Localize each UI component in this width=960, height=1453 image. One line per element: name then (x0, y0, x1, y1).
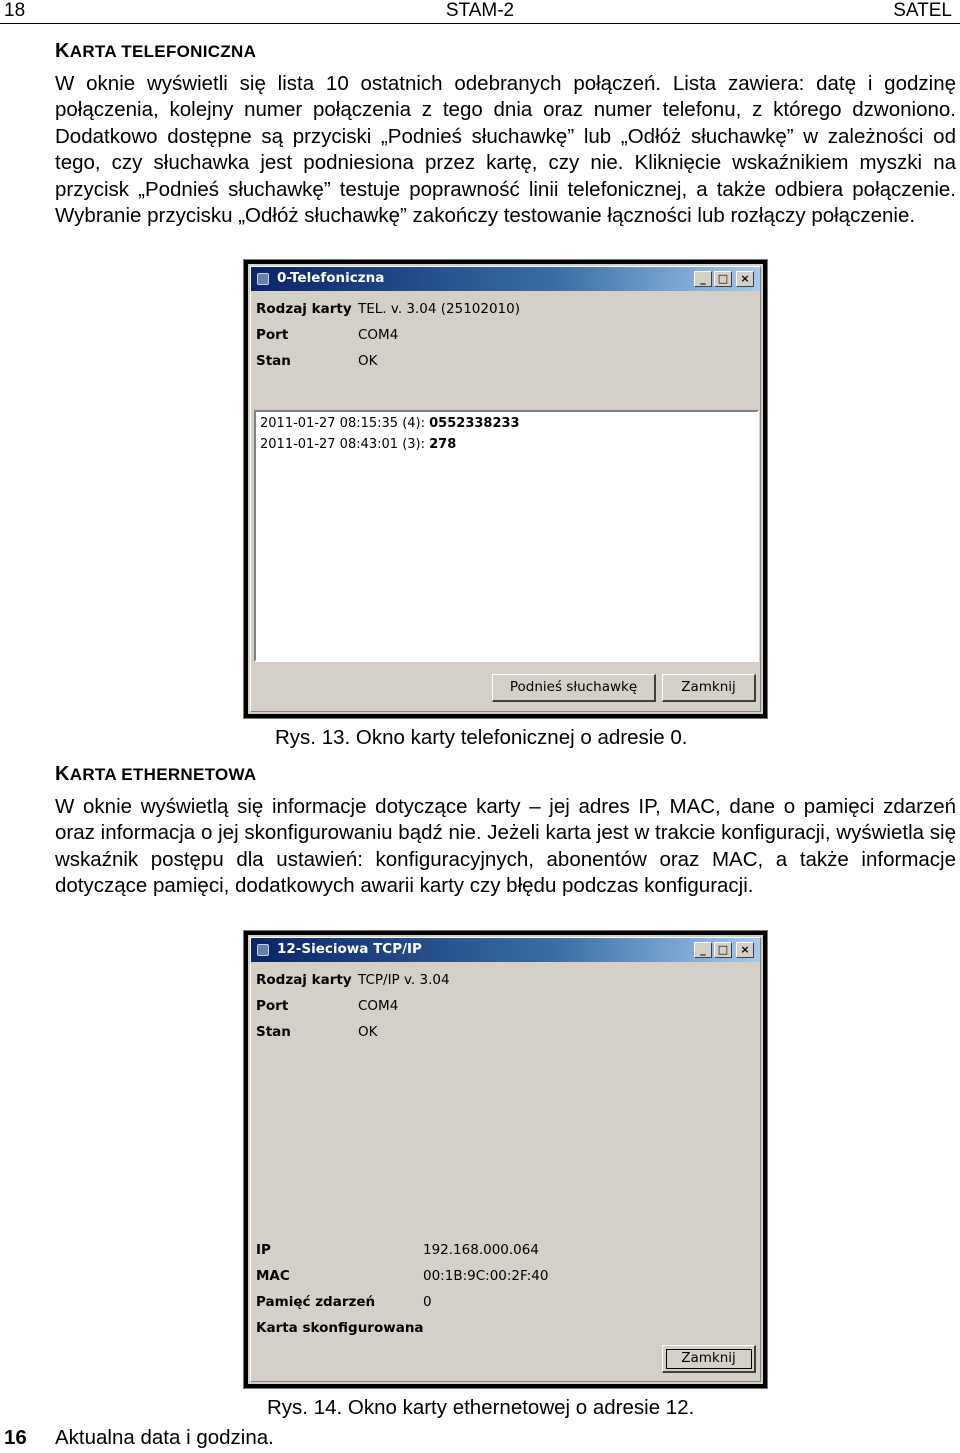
call-number: 0552338233 (429, 416, 520, 431)
mac-value: 00:1B:9C:00:2F:40 (423, 1268, 549, 1284)
window-titlebar[interactable] (251, 938, 760, 962)
pickup-handset-button[interactable]: Podnieś słuchawkę (492, 674, 656, 702)
ethernet-card-window (244, 931, 767, 1388)
minimize-button[interactable]: _ (694, 942, 712, 958)
port-value: COM4 (358, 327, 399, 343)
port-label: Port (256, 327, 289, 343)
footnote-text: Aktualna data i godzina. (55, 1426, 274, 1449)
status-value: OK (358, 353, 378, 369)
port-label: Port (256, 998, 289, 1014)
footnote-number: 16 (4, 1426, 27, 1449)
section-heading-phone-card: KARTA TELEFONICZNA (55, 40, 257, 62)
status-label: Stan (256, 1024, 291, 1040)
window-title: 12-Sieciowa TCP/IP (277, 941, 422, 957)
window-app-icon (257, 944, 269, 956)
call-list[interactable] (254, 410, 759, 662)
brand-name: SATEL (893, 0, 952, 21)
section-paragraph-phone-card: W oknie wyświetli się lista 10 ostatnich odebranych połączeń. Lista zawiera: datę i godzinę połączenia, kolejny numer połączenia z tego dnia oraz numer telefonu, z którego dzwoniono. Dodatkowo dostępne są przyciski „Podnieś słuchawkę” lub „Odłóż słuchawkę” w zależności od tego, czy słuchawka jest podniesiona przez kartę, czy nie. Kliknięcie wskaźnikiem myszki na przycisk „Podnieś słuchawkę” testuje poprawność linii telefonicznej, a także odbiera połączenie. Wybranie przycisku „Odłóż słuchawkę” zakończy testowanie łączności lub rozłączy połączenie. (55, 72, 956, 228)
window-titlebar[interactable] (251, 267, 760, 291)
status-value: OK (358, 1024, 378, 1040)
call-number: 278 (429, 437, 457, 452)
minimize-button[interactable]: _ (694, 271, 712, 287)
call-datetime: 2011-01-27 08:15:35 (4): (260, 416, 425, 431)
close-window-button[interactable]: × (736, 271, 754, 287)
page-number: 18 (4, 0, 26, 21)
card-type-value: TEL. v. 3.04 (25102010) (358, 301, 520, 317)
event-memory-label: Pamięć zdarzeń (256, 1294, 376, 1310)
close-button[interactable]: Zamknij (662, 674, 756, 702)
event-memory-value: 0 (423, 1294, 432, 1310)
close-window-button[interactable]: × (736, 942, 754, 958)
document-title: STAM-2 (445, 0, 515, 21)
ip-label: IP (256, 1242, 271, 1258)
section-paragraph-ethernet-card: W oknie wyświetlą się informacje dotyczące karty – jej adres IP, MAC, dane o pamięci zdarzeń oraz informacja o jej skonfigurowaniu bądź nie. Jeżeli karta jest w trakcie konfiguracji, wyświetla się wskaźnik postępu dla ustawień: konfiguracyjnych, abonentów oraz MAC, a także informacje dotyczące pamięci, dodatkowych awarii karty czy błędu podczas konfiguracji. (55, 795, 956, 898)
ip-value: 192.168.000.064 (423, 1242, 539, 1258)
port-value: COM4 (358, 998, 399, 1014)
page-header (0, 0, 960, 24)
list-item[interactable] (260, 416, 520, 431)
figure-caption-14: Rys. 14. Okno karty ethernetowej o adresie 12. (267, 1396, 695, 1419)
window-title: 0-Telefoniczna (277, 270, 385, 286)
status-label: Stan (256, 353, 291, 369)
mac-label: MAC (256, 1268, 290, 1284)
configured-label: Karta skonfigurowana (256, 1320, 424, 1336)
maximize-button[interactable]: □ (714, 271, 732, 287)
card-type-label: Rodzaj karty (256, 301, 352, 317)
phone-card-window (244, 260, 767, 718)
list-item[interactable] (260, 437, 456, 452)
card-type-label: Rodzaj karty (256, 972, 352, 988)
figure-caption-13: Rys. 13. Okno karty telefonicznej o adresie 0. (275, 726, 688, 749)
window-app-icon (257, 273, 269, 285)
maximize-button[interactable]: □ (714, 942, 732, 958)
card-type-value: TCP/IP v. 3.04 (358, 972, 450, 988)
close-button[interactable]: Zamknij (662, 1345, 756, 1373)
section-heading-ethernet-card: KARTA ETHERNETOWA (55, 763, 257, 785)
call-datetime: 2011-01-27 08:43:01 (3): (260, 437, 425, 452)
